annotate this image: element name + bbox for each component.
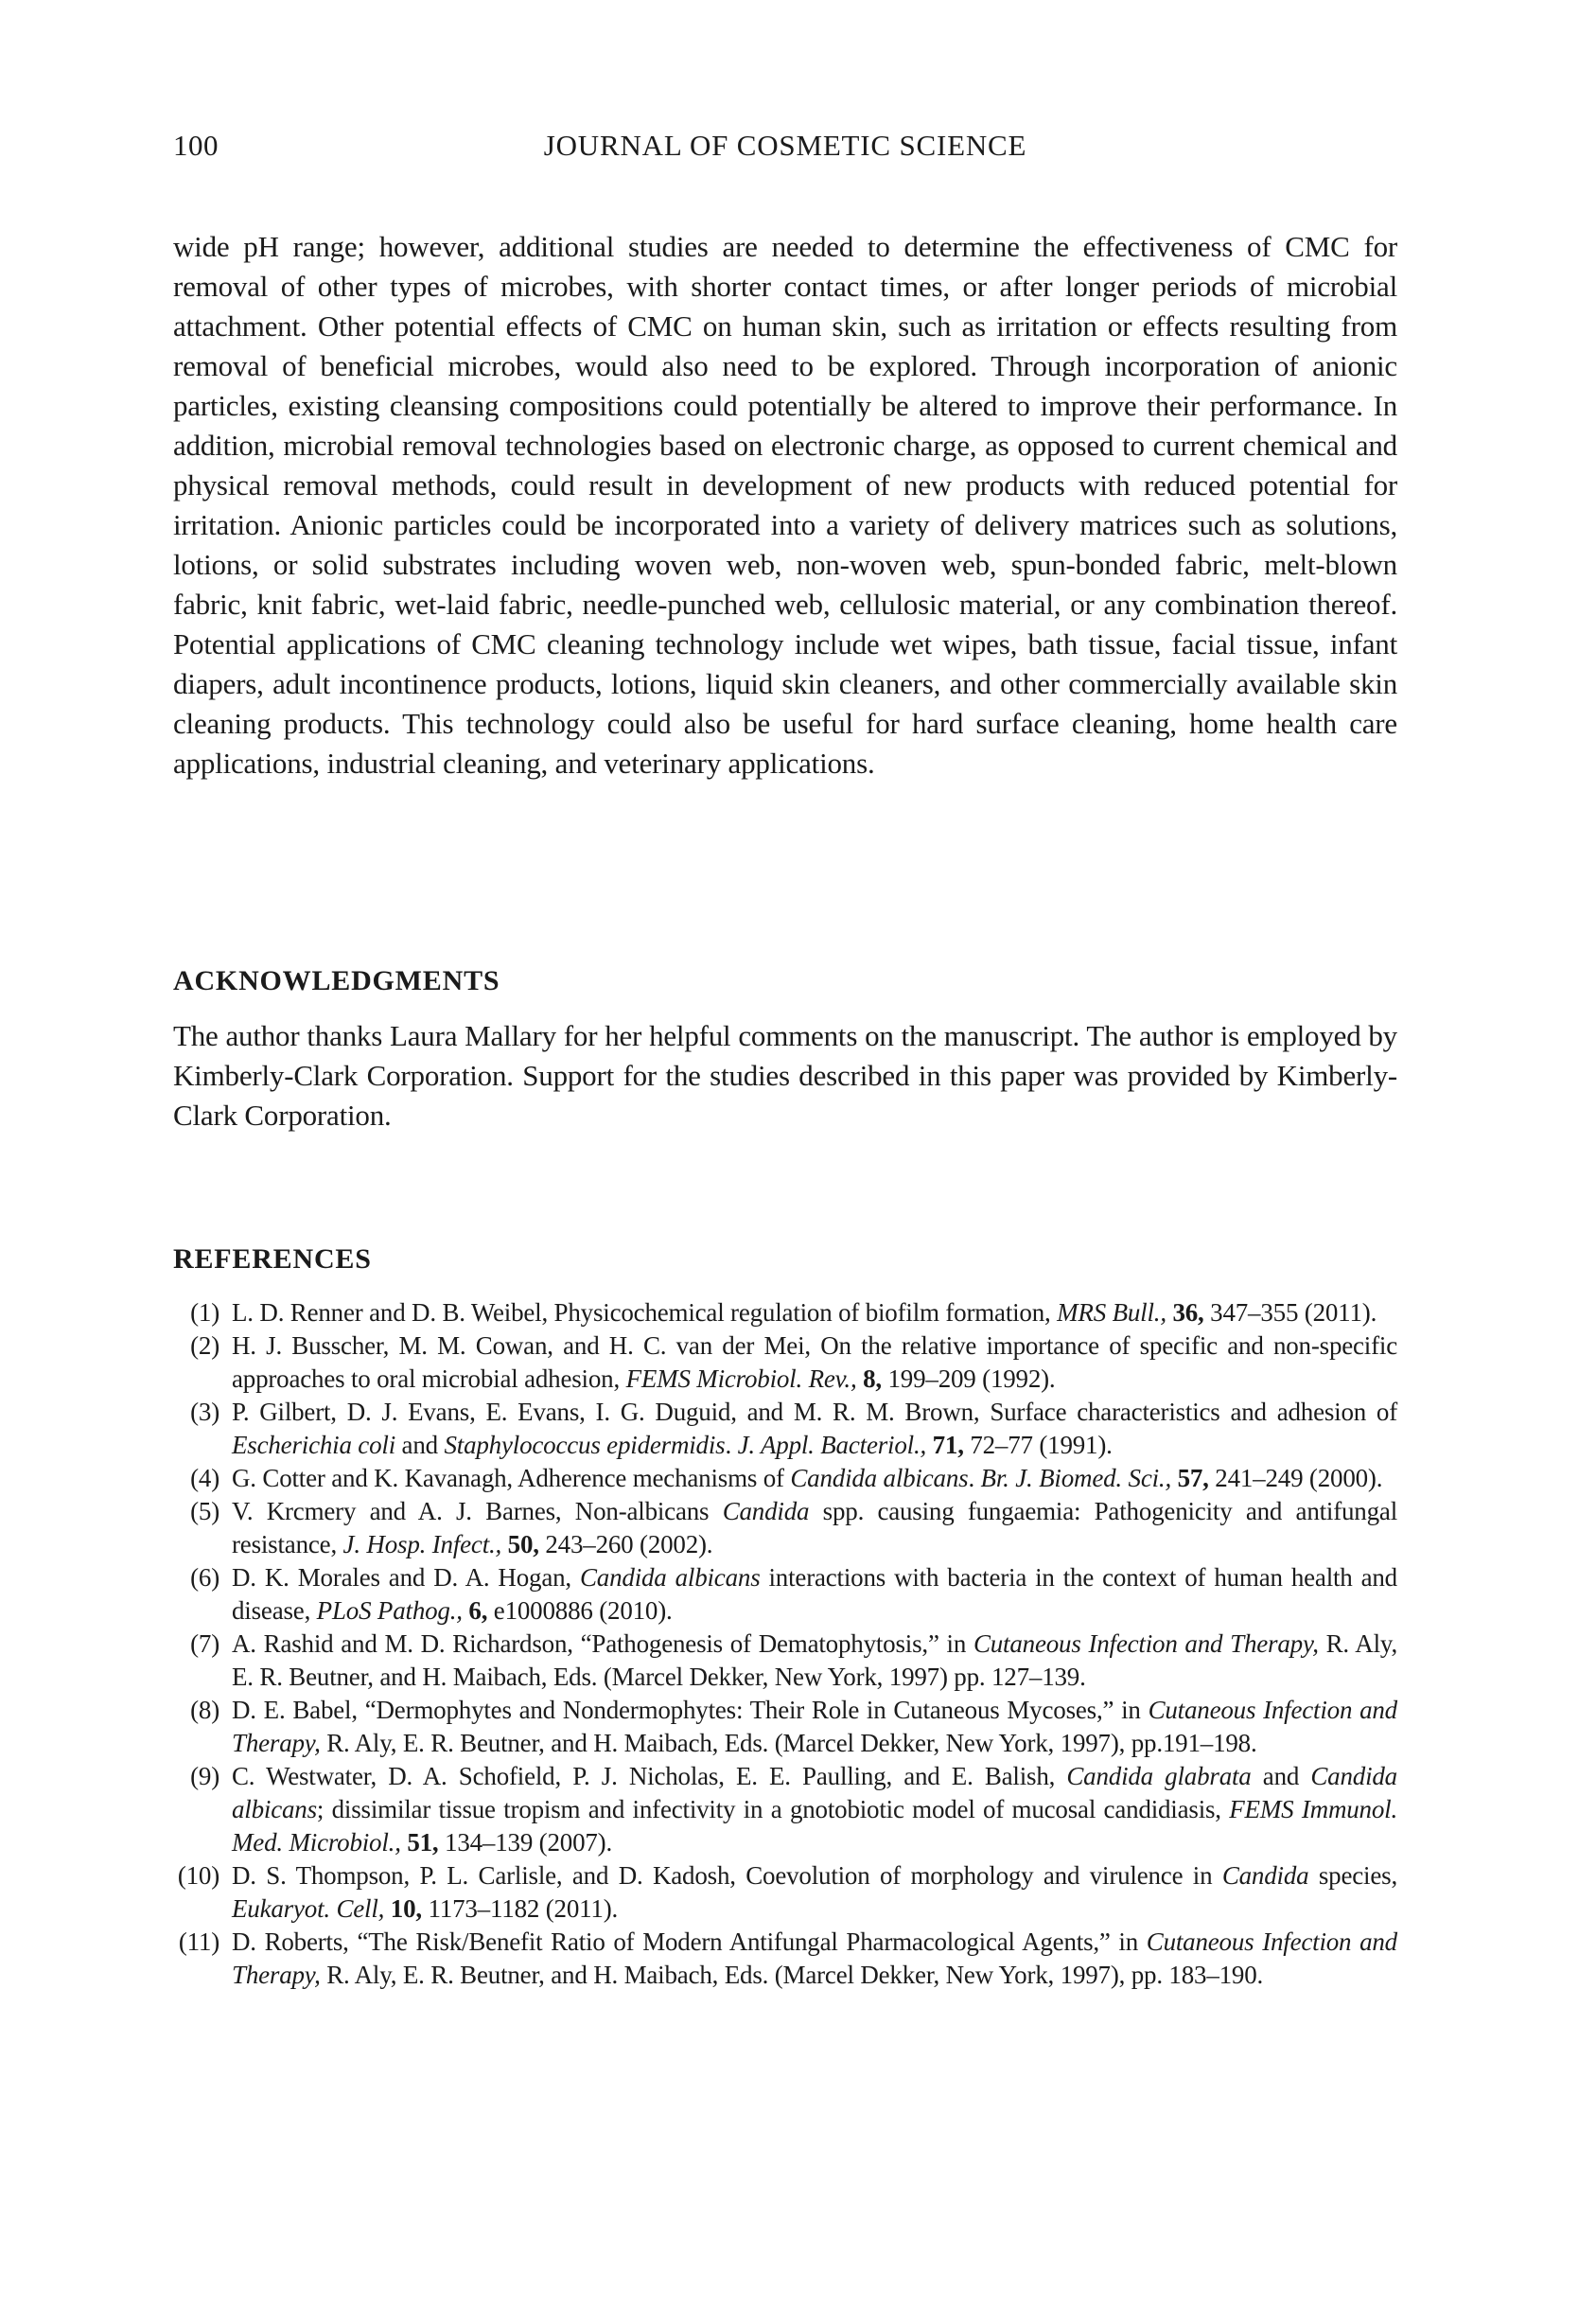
reference-item [173, 1694, 1397, 1760]
reference-number: (1) [190, 1298, 219, 1327]
reference-text: D. Roberts, “The Risk/Benefit Ratio of Modern Antifungal Pharmacological Agents,” in Cutaneous Infection and Therapy, R. Aly, E. R. Beutner, and H. Maibach, Eds. (Marcel Dekker, New York, 1997), pp. 183–190. [232, 1928, 1397, 1989]
acknowledgments-paragraph: The author thanks Laura Mallary for her helpful comments on the manuscript. The author is employed by Kimberly-Clark Corporation. Support for the studies described in this paper was provided by Kimberly-Clark Corporation. [173, 1019, 1397, 1132]
reference-text: P. Gilbert, D. J. Evans, E. Evans, I. G. Duguid, and M. R. M. Brown, Surface characteristics and adhesion of Escherichia coli and Staphylococcus epidermidis. J. Appl. Bacteriol., 71, 72–77 (1991). [232, 1398, 1397, 1459]
body-paragraph: wide pH range; however, additional studies are needed to determine the effectiveness of CMC for removal of other types of microbes, with shorter contact times, or after longer periods of microbial attachment. Other potential effects of CMC on human skin, such as irritation or effects resulting from removal of beneficial microbes, would also need to be explored. Through incorporation of anionic particles, existing cleansing compositions could potentially be altered to improve their performance. In addition, microbial removal technologies based on electronic charge, as opposed to current chemical and physical removal methods, could result in development of new products with reduced potential for irritation. Anionic particles could be incorporated into a variety of delivery matrices such as solutions, lotions, or solid substrates including woven web, non-woven web, spun-bonded fabric, melt-blown fabric, knit fabric, wet-laid fabric, needle-punched web, cellulosic material, or any combination thereof. Potential applications of CMC cleaning technology include wet wipes, bath tissue, facial tissue, infant diapers, adult incontinence products, lotions, liquid skin cleaners, and other commercially available skin cleaning products. This technology could also be useful for hard surface cleaning, home health care applications, industrial cleaning, and veterinary applications. [173, 230, 1397, 780]
reference-text: D. K. Morales and D. A. Hogan, Candida albicans interactions with bacteria in the context of human health and disease, PLoS Pathog., 6, e1000886 (2010). [232, 1563, 1397, 1625]
reference-item [173, 1628, 1397, 1694]
reference-number: (4) [190, 1464, 219, 1492]
reference-number: (5) [190, 1497, 219, 1525]
reference-item [173, 1462, 1397, 1495]
reference-number: (6) [190, 1563, 219, 1592]
reference-item [173, 1561, 1397, 1628]
reference-item [173, 1926, 1397, 1992]
reference-text: G. Cotter and K. Kavanagh, Adherence mechanisms of Candida albicans. Br. J. Biomed. Sci., 57, 241–249 (2000). [232, 1464, 1383, 1492]
reference-item [173, 1760, 1397, 1859]
reference-number: (9) [190, 1762, 219, 1790]
reference-text: D. E. Babel, “Dermophytes and Nondermophytes: Their Role in Cutaneous Mycoses,” in Cutaneous Infection and Therapy, R. Aly, E. R. Beutner, and H. Maibach, Eds. (Marcel Dekker, New York, 1997), pp.191–198. [232, 1696, 1397, 1757]
page-number: 100 [173, 129, 219, 162]
reference-text: H. J. Busscher, M. M. Cowan, and H. C. van der Mei, On the relative importance of specific and non-specific approaches to oral microbial adhesion, FEMS Microbiol. Rev., 8, 199–209 (1992). [232, 1331, 1397, 1393]
reference-number: (11) [178, 1928, 219, 1956]
journal-title: JOURNAL OF COSMETIC SCIENCE [543, 129, 1027, 162]
references-heading: REFERENCES [173, 1243, 372, 1275]
reference-item [173, 1296, 1397, 1329]
references-list [173, 1296, 1397, 1992]
reference-number: (2) [190, 1331, 219, 1360]
reference-number: (8) [190, 1696, 219, 1724]
reference-text: D. S. Thompson, P. L. Carlisle, and D. Kadosh, Coevolution of morphology and virulence in Candida species, Eukaryot. Cell, 10, 1173–1182 (2011). [232, 1861, 1397, 1923]
reference-number: (3) [190, 1398, 219, 1426]
page-header [173, 129, 1397, 167]
reference-number: (10) [177, 1861, 219, 1890]
reference-text: A. Rashid and M. D. Richardson, “Pathogenesis of Dematophytosis,” in Cutaneous Infection and Therapy, R. Aly, E. R. Beutner, and H. Maibach, Eds. (Marcel Dekker, New York, 1997) pp. 127–139. [232, 1629, 1397, 1691]
reference-item [173, 1329, 1397, 1396]
reference-text: L. D. Renner and D. B. Weibel, Physicochemical regulation of biofilm formation, MRS Bull., 36, 347–355 (2011). [232, 1298, 1377, 1327]
reference-item [173, 1495, 1397, 1561]
acknowledgments-heading: ACKNOWLEDGMENTS [173, 965, 500, 996]
reference-text: C. Westwater, D. A. Schofield, P. J. Nicholas, E. E. Paulling, and E. Balish, Candida glabrata and Candida albicans; dissimilar tissue tropism and infectivity in a gnotobiotic model of mucosal candidiasis, FEMS Immunol. Med. Microbiol., 51, 134–139 (2007). [232, 1762, 1397, 1857]
reference-item [173, 1859, 1397, 1926]
reference-item [173, 1396, 1397, 1462]
reference-number: (7) [190, 1629, 219, 1658]
reference-text: V. Krcmery and A. J. Barnes, Non-albicans Candida spp. causing fungaemia: Pathogenicity and antifungal resistance, J. Hosp. Infect., 50, 243–260 (2002). [232, 1497, 1397, 1558]
